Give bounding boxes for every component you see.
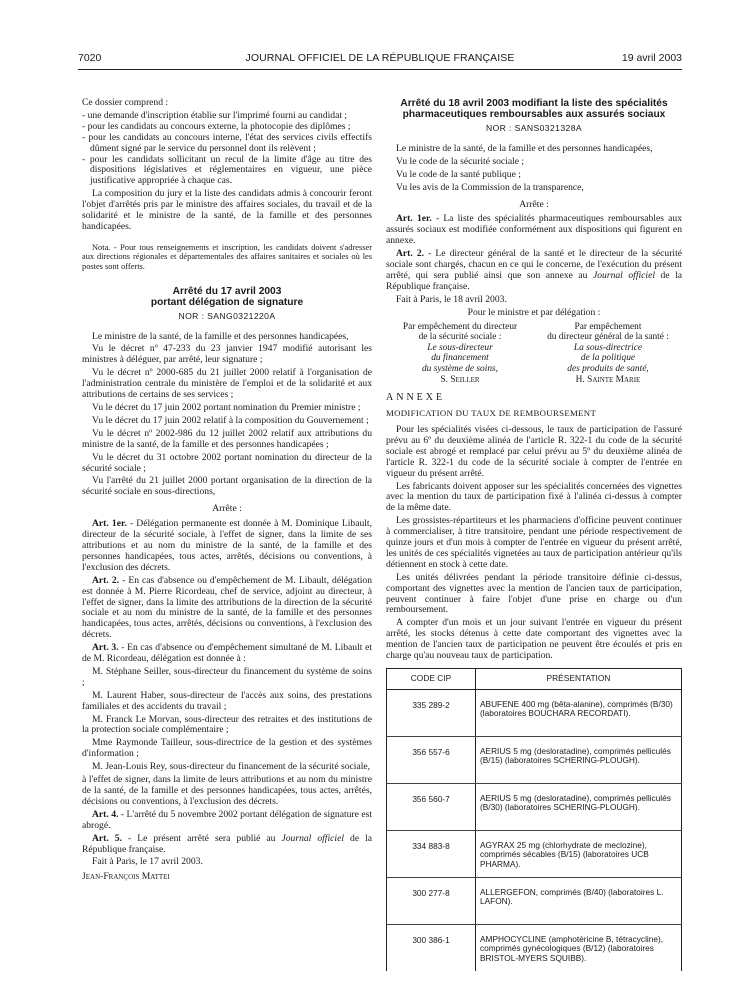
page-header (78, 52, 682, 66)
dossier-item: - pour les candidats au concours externe, la photocopie des diplômes ; (82, 120, 351, 132)
signature-line: Par empêchement (574, 321, 642, 332)
dossier-item: - pour les candidats sollicitant un recul de la limite d'âge au titre des dispositions législatives et réglementaires en vigueur, une pièce justificative appropriée à chaque cas. (82, 153, 372, 187)
annexe-paragraph: Pour les spécialités visées ci-dessous, le taux de participation de l'assuré prévu au 6º du deuxième alinéa de l'article R. 322-1 du code de la sécurité sociale est abrogé et remplacé par celui prévu au 5º du deuxième alinéa de l'article R. 322-1 du code de la sécurité sociale à compter de l'entrée en vigueur du présent arrêté. (386, 423, 682, 479)
nor-reference: NOR : SANG0321220A (178, 310, 276, 321)
cip-table (386, 668, 682, 971)
nor-reference: NOR : SANS0321328A (485, 123, 583, 133)
preamble-line: Vu le décret nº 47-233 du 23 janvier 1947 modifié autorisant les ministres à déléguer, par arrêté, leur signature ; (82, 343, 372, 366)
table-row (387, 831, 682, 878)
issue-date: 19 avril 2003 (621, 52, 682, 64)
article-label: Art. 5. (92, 832, 122, 844)
signature-line: du directeur général de la santé : (547, 332, 669, 343)
cip-code: 335 289-2 (387, 690, 476, 737)
fait-a-paris: Fait à Paris, le 18 avril 2003. (396, 293, 507, 305)
journal-title: JOURNAL OFFICIEL DE LA RÉPUBLIQUE FRANÇAISE (245, 52, 515, 64)
table-row (387, 737, 682, 784)
article-text: - En cas d'absence ou d'empêchement simultané de M. Libault et de M. Ricordeau, délégation est donnée à : (82, 642, 372, 665)
dossier-item: - une demande d'inscription établie sur l'imprimé fourni au candidat ; (82, 109, 348, 121)
arrete-18-avril-title: Arrêté du 18 avril 2003 modifiant la liste des spécialités pharmaceutiques remboursables aux assurés sociaux (400, 98, 668, 120)
signature-line: Par empêchement du directeur (402, 321, 518, 332)
signature-block (386, 322, 682, 386)
article-text: - Le directeur général de la santé et le directeur de la sécurité sociale sont chargés, chacun en ce qui le concerne, de l'exécution du présent arrêté, qui sera publié ainsi que son annexe au (386, 248, 682, 281)
signature-line: de la politique (580, 353, 636, 364)
article-label: Art. 1er. (396, 213, 432, 225)
article-text: - La liste des spécialités pharmaceutiques remboursables aux assurés sociaux est modifiée conformément aux dispositions qui figurent en annexe. (386, 213, 682, 247)
left-column (82, 98, 372, 885)
presentation: AERIUS 5 mg (desloratadine), comprimés pelliculés (B/30) (laboratoires SCHERING-PLOUGH). (476, 784, 682, 831)
article-label: Art. 2. (92, 574, 120, 586)
annexe-paragraph: A compter d'un mois et un jour suivant l'entrée en vigueur du présent arrêté, les stocks détenus à cette date comportant des vignettes avec la mention de l'ancien taux de participation ne peuvent être écoulés et pris en charge qu'au nouveau taux de participation. (386, 617, 682, 662)
signature-line: de la sécurité sociale : (418, 332, 502, 343)
article-2 (386, 249, 682, 293)
annexe-heading: ANNEXE (386, 392, 446, 404)
signature-line: du système de soins, (421, 363, 499, 374)
preamble-line: Vu le code de la sécurité sociale ; (396, 155, 525, 167)
preamble-line: Le ministre de la santé, de la famille et des personnes handicapées, (92, 330, 349, 342)
journal-officiel-ref: Journal officiel (593, 269, 655, 281)
minister-signature: Jean-François Mattei (82, 871, 170, 883)
delegate-line: M. Stéphane Seiller, sous-directeur du financement du système de soins ; (82, 665, 372, 688)
table-row (387, 690, 682, 737)
jury-composition: La composition du jury et la liste des candidats admis à concourir feront l'objet d'arrêtés pris par le ministre des affaires sociales, du travail et de la solidarité et le ministre de la santé, de la famille et des personnes handicapées. (82, 188, 372, 232)
delegate-line: M. Jean-Louis Rey, sous-directeur du financement de la sécurité sociale, (92, 761, 371, 773)
preamble-line: Vu les avis de la Commission de la transparence, (396, 181, 584, 193)
journal-officiel-ref: Journal officiel (281, 832, 344, 844)
pour-le-ministre: Pour le ministre et par délégation : (467, 306, 601, 318)
preamble-line: Vu l'arrêté du 21 juillet 2000 portant organisation de la direction de la sécurité sociale en sous-directions, (82, 475, 372, 498)
article-5 (82, 834, 372, 856)
arrete-word: Arrête : (212, 503, 242, 515)
preamble-line: Vu le décret du 17 juin 2002 relatif à la composition du Gouvernement ; (92, 414, 369, 426)
fait-a-paris: Fait à Paris, le 17 avril 2003. (92, 856, 203, 868)
annexe-paragraph: Les unités délivrées pendant la période transitoire définie ci-dessus, comportant des vignettes avec la mention de l'ancien taux de participation, peuvent continuer à faire l'objet d'une prise en charge ou d'un remboursement. (386, 571, 682, 616)
column-header: PRÉSENTATION (476, 669, 682, 690)
page-number: 7020 (78, 52, 102, 64)
delegate-line: Mme Raymonde Tailleur, sous-directrice de la gestion et des systèmes d'information ; (82, 737, 372, 760)
signature-left (386, 322, 534, 386)
cip-code: 300 277-8 (387, 878, 476, 925)
article-4 (82, 810, 372, 832)
article-text: - Délégation permanente est donnée à M. Dominique Libault, directeur de la sécurité sociale, à l'effet de signer, dans la limite de ses attributions et au nom du ministre de la santé, de la famille et des personnes handicapées, tous actes, arrêtés, décisions ou conventions, à l'exclusion des décrets. (82, 518, 372, 573)
annexe-paragraph: Les fabricants doivent apposer sur les spécialités concernées des vignettes avec la mention du taux de participation fixé à l'alinéa ci-dessus à compter de la même date. (386, 480, 682, 514)
column-header: CODE CIP (387, 669, 476, 690)
article-text: de la République française. (386, 269, 682, 292)
article-1 (386, 214, 682, 247)
article-text: de la République française. (82, 832, 373, 855)
header-rule (78, 69, 682, 70)
preamble-line: Vu le décret nº 2000-685 du 21 juillet 2000 relatif à l'organisation de l'administration centrale du ministère de l'emploi et de la solidarité et aux attributions de certains de ses services ; (82, 367, 372, 401)
article-text: - En cas d'absence ou d'empêchement de M. Libault, délégation est donnée à M. Pierre Ricordeau, chef de service, adjoint au directeur, à l'effet de signer, dans la limite des attributions de la direction de la sécurité sociale et au nom du ministre de la santé, de la famille et des personnes handicapées, tous actes, arrêtés, décisions ou conventions, à l'exclusion des décrets. (82, 574, 372, 641)
article-2 (82, 576, 372, 641)
signer-name: H. Sainte Marie (575, 374, 641, 385)
preamble-line: Vu le décret du 31 octobre 2002 portant nomination du directeur de la sécurité sociale ; (82, 451, 372, 474)
article-1 (82, 519, 372, 574)
preamble-line: Le ministre de la santé, de la famille et des personnes handicapées, (396, 142, 653, 154)
article-text: - L'arrêté du 5 novembre 2002 portant délégation de signature est abrogé. (82, 808, 372, 831)
annexe-subheading: MODIFICATION DU TAUX DE REMBOURSEMENT (386, 408, 597, 419)
presentation: ALLERGEFON, comprimés (B/40) (laboratoires L. LAFON). (476, 878, 682, 925)
preamble-line: Vu le décret du 17 juin 2002 portant nomination du Premier ministre ; (92, 402, 361, 413)
signature-line: Le sous-directeur (427, 342, 493, 353)
signature-line: La sous-directrice (573, 342, 643, 353)
preamble-line: Vu le décret nº 2002-986 du 12 juillet 2002 relatif aux attributions du ministre de la santé, de la famille et des personnes handicapées ; (82, 427, 372, 450)
article-3-tail: à l'effet de signer, dans la limite de leurs attributions et au nom du ministre de la santé, de la famille et des personnes handicapées, tous actes, arrêtés, décisions ou conventions, à l'exclusion des décrets. (82, 774, 372, 807)
preamble-line: Vu le code de la santé publique ; (396, 168, 521, 180)
table-row (387, 878, 682, 925)
right-column (386, 98, 682, 971)
article-text: - Le présent arrêté sera publié au (122, 832, 282, 844)
dossier-item: - pour les candidats au concours interne, l'état des services civils effectifs dûment signé par le service du personnel dont ils relèvent ; (82, 131, 372, 154)
arrete-title-line: portant délégation de signature (150, 296, 304, 308)
cip-code: 356 557-6 (387, 737, 476, 784)
presentation: AGYRAX 25 mg (chlorhydrate de meclozine), comprimés sécables (B/15) (laboratoires UCB PHARMA). (476, 831, 682, 878)
arrete-word: Arrête : (519, 198, 549, 210)
table-header-row (387, 669, 682, 690)
cip-code: 356 560-7 (387, 784, 476, 831)
signature-line: des produits de santé, (567, 363, 649, 374)
delegate-line: M. Franck Le Morvan, sous-directeur des retraites et des institutions de la protection sociale complémentaire ; (82, 713, 372, 736)
signature-line: du financement (431, 353, 489, 364)
article-label: Art. 3. (92, 642, 119, 654)
article-label: Art. 4. (92, 808, 119, 820)
dossier-intro: Ce dossier comprend : (82, 97, 169, 108)
table-row (387, 784, 682, 831)
annexe-paragraph: Les grossistes-répartiteurs et les pharmaciens d'officine peuvent continuer à commercialiser, à titre transitoire, pendant une période respectivement de quinze jours et d'un mois à compter de l'entrée en vigueur du présent arrêté, les unités de ces spécialités vignetées au taux de participation antérieur qu'ils détiennent en stock à cette date. (386, 515, 682, 570)
cip-code: 334 883-8 (387, 831, 476, 878)
presentation: AERIUS 5 mg (desloratadine), comprimés pelliculés (B/15) (laboratoires SCHERING-PLOUGH). (476, 737, 682, 784)
presentation: AMPHOCYCLINE (amphotéricine B, tétracycline), comprimés gynécologiques (B/12) (laboratoires BRISTOL-MYERS SQUIBB). (476, 925, 682, 972)
article-label: Art. 1er. (92, 518, 127, 530)
article-label: Art. 2. (396, 248, 425, 260)
dossier-list (82, 111, 372, 187)
delegate-line: M. Laurent Haber, sous-directeur de l'accès aux soins, des prestations familiales et des accidents du travail ; (82, 689, 372, 712)
nota-paragraph: Nota. - Pour tous renseignements et inscription, les candidats doivent s'adresser aux directions régionales et départementales des affaires sanitaires et sociales où les postes sont offerts. (82, 242, 372, 272)
arrete-17-avril-title (82, 286, 372, 308)
signature-right (534, 322, 682, 386)
table-row (387, 925, 682, 972)
arrete-title-line: Arrêté du 17 avril 2003 (172, 285, 282, 297)
cip-code: 300 386-1 (387, 925, 476, 972)
signer-name: S. Seiller (440, 374, 480, 385)
presentation: ABUFENE 400 mg (bêta-alanine), comprimés (B/30) (laboratoires BOUCHARA RECORDATI). (476, 690, 682, 737)
article-3 (82, 643, 372, 665)
